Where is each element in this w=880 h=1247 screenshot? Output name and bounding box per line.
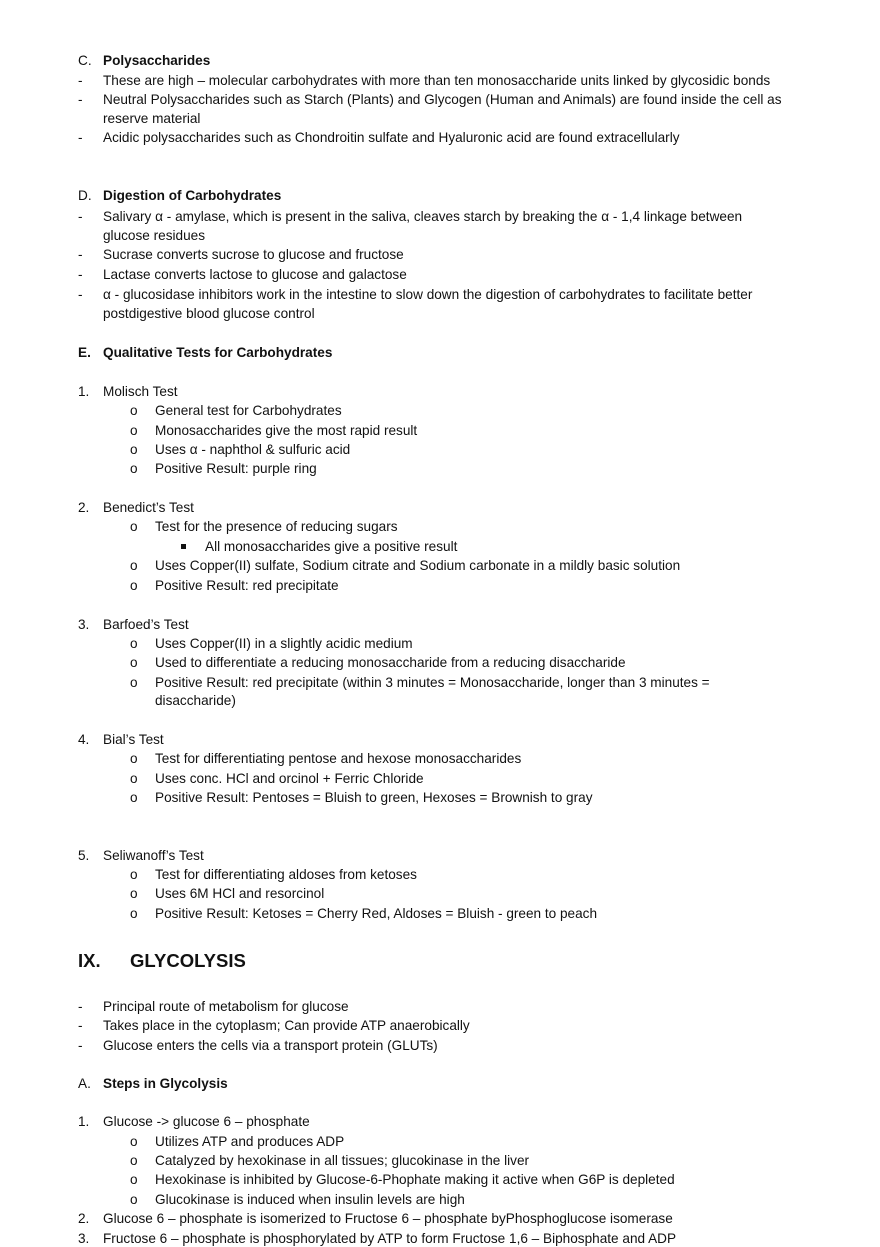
section-marker: D.	[78, 188, 92, 203]
section-title: Digestion of Carbohydrates	[103, 188, 282, 203]
section-marker: E.	[78, 345, 91, 360]
chapter-number: IX.	[78, 950, 101, 971]
section-marker: A.	[78, 1076, 91, 1091]
section-title: Polysaccharides	[103, 53, 211, 68]
section-title: Qualitative Tests for Carbohydrates	[103, 345, 333, 360]
chapter-title: GLYCOLYSIS	[130, 950, 246, 971]
section-title: Steps in Glycolysis	[103, 1076, 228, 1091]
square-bullet-icon	[181, 544, 186, 549]
section-marker: C.	[78, 53, 92, 68]
